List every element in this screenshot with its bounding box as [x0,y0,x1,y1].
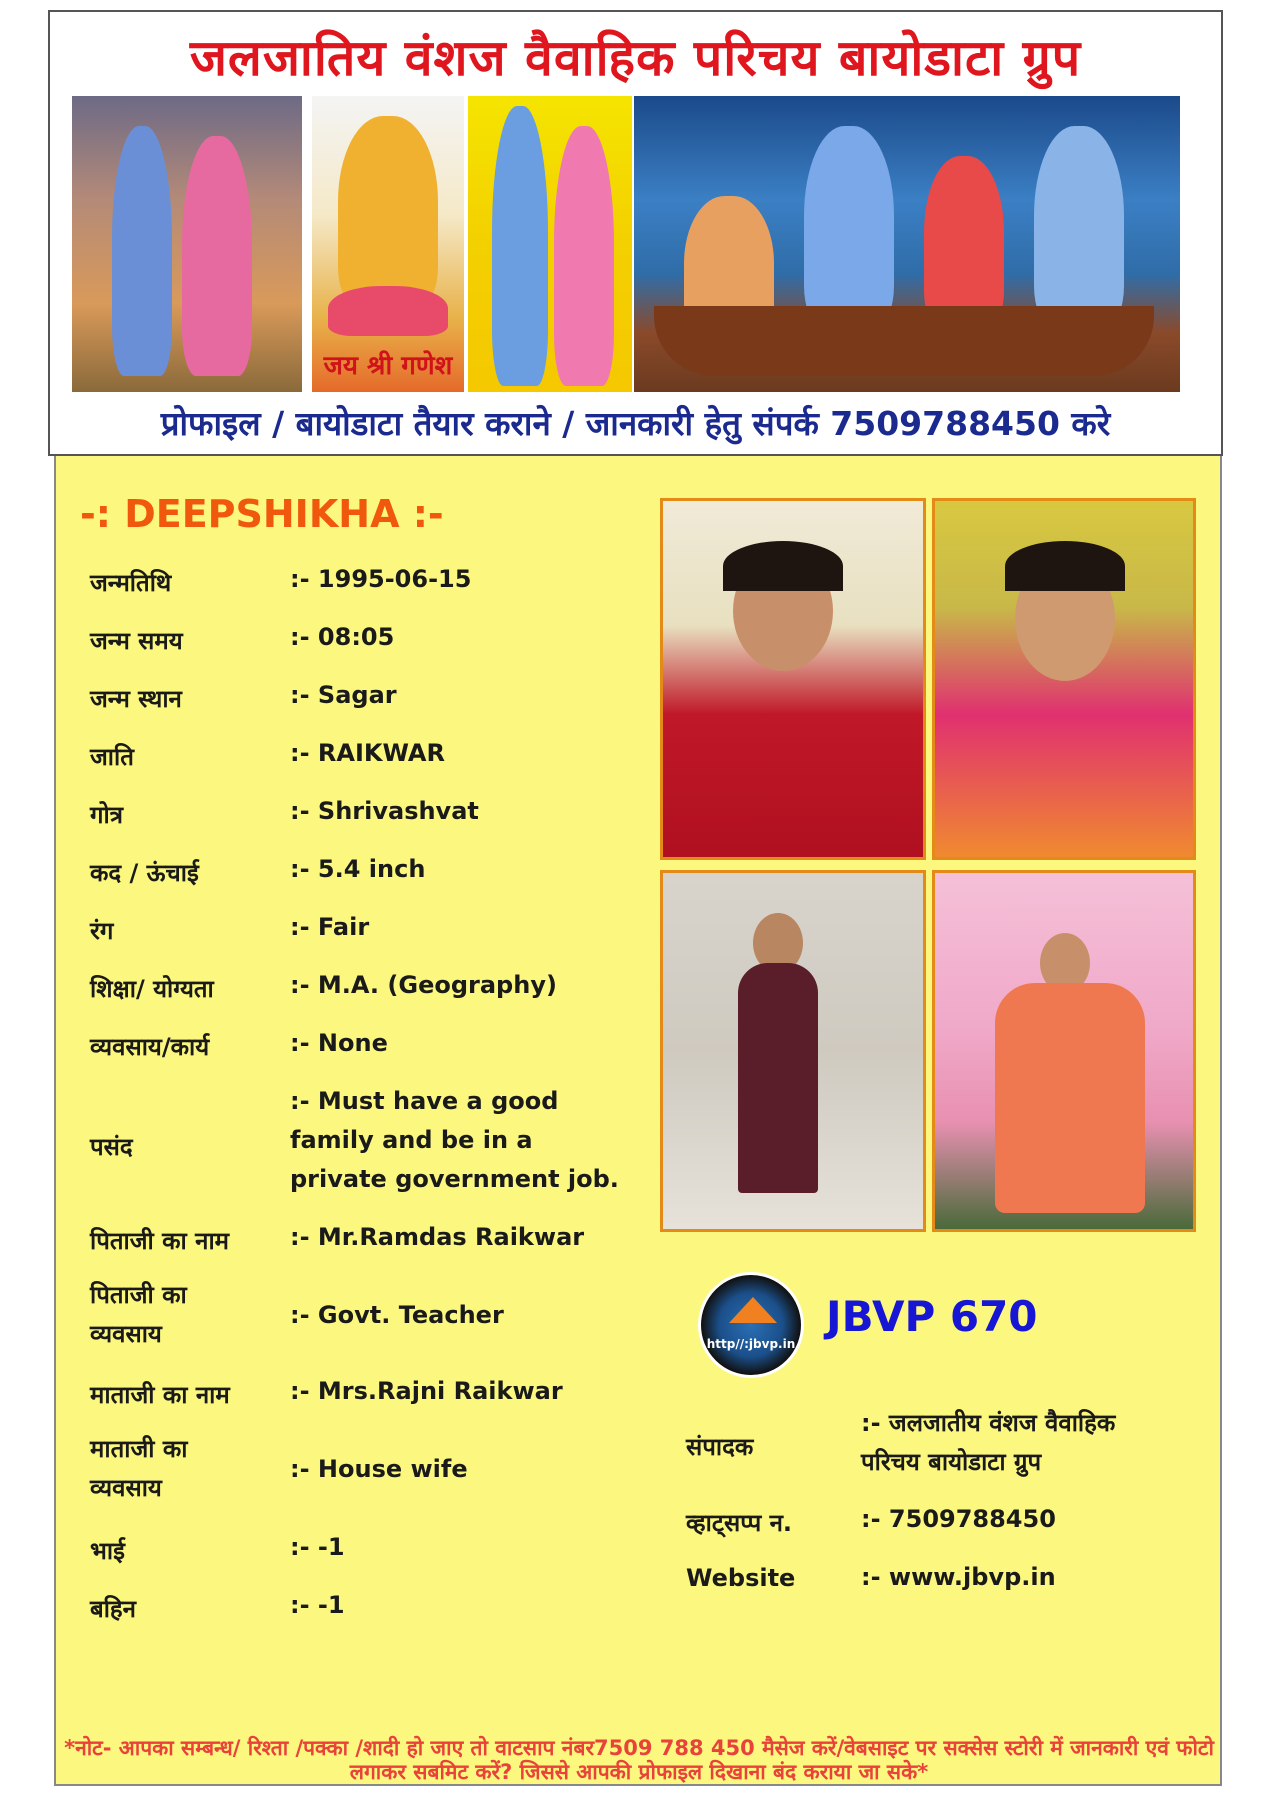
house-roof-icon [729,1297,777,1323]
contact-line: प्रोफाइल / बायोडाटा तैयार कराने / जानकारी हेतु संपर्क 7509788450 करे [160,404,1111,443]
deity-image-ram-sita-2 [468,96,632,392]
profile-photo-4 [932,870,1196,1232]
row-value: :- 5.4 inch [290,855,426,883]
info-value: :- www.jbvp.in [861,1563,1056,1591]
row-value: :- M.A. (Geography) [290,971,557,999]
deity-image-ram-sita [72,96,302,392]
info-value: :- जलजातीय वंशज वैवाहिक परिचय बायोडाटा ग्रुप [861,1409,1116,1476]
row-value: :- House wife [290,1455,468,1483]
info-label: संपादक [686,1433,754,1461]
row-label: जन्म समय [90,627,183,655]
logo-text: http//:jbvp.in [706,1337,796,1351]
row-value: :- -1 [290,1533,345,1561]
row-label: रंग [90,917,114,945]
row-value: :- Mrs.Rajni Raikwar [290,1377,563,1405]
row-label: गोत्र [90,801,123,829]
row-value: :- 1995-06-15 [290,565,472,593]
jbvp-logo [698,1272,804,1378]
profile-code: JBVP 670 [826,1292,1038,1341]
row-value: :- Sagar [290,681,397,709]
ganesh-caption: जय श्री गणेश [323,351,453,381]
row-label: पिताजी का नाम [90,1227,230,1255]
row-value: :- Mr.Ramdas Raikwar [290,1223,585,1251]
group-title: जलजातिय वंशज वैवाहिक परिचय बायोडाटा ग्रुप [189,29,1082,87]
profile-photo-1 [660,498,926,860]
row-label: जाति [90,743,134,771]
header-banner [48,10,1223,456]
row-label: व्यवसाय/कार्य [90,1033,210,1061]
row-value: :- Shrivashvat [290,797,479,825]
footer-note: *नोट- आपका सम्बन्ध/ रिश्ता /पक्का /शादी हो जाए तो वाटसाप नंबर7509 788 450 मैसेज करें/वेबसाइट पर सक्सेस स्टोरी में जानकारी एवं फोटो लगाकर सबमिट करें? जिससे आपकी प्रोफाइल दिखाना बंद कराया जा सके* [64,1736,1214,1784]
info-label: व्हाट्सप्प न. [686,1509,793,1537]
row-label: बहिन [90,1595,136,1623]
row-label: शिक्षा/ योग्यता [90,975,214,1003]
row-label: माताजी का नाम [90,1381,230,1409]
row-value: :- RAIKWAR [290,739,445,767]
profile-name: -: DEEPSHIKHA :- [80,492,444,536]
deity-image-boat-scene [634,96,1180,392]
row-label: जन्म स्थान [90,685,182,713]
profile-photo-3 [660,870,926,1232]
row-value: :- Fair [290,913,370,941]
row-label: जन्मतिथि [90,569,172,597]
profile-photo-2 [932,498,1196,860]
row-value: :- 08:05 [290,623,395,651]
row-label: कद / ऊंचाई [90,859,199,887]
info-label: Website [686,1564,796,1592]
row-label: पसंद [90,1133,133,1161]
row-value: :- Must have a good family and be in a private government job. [290,1087,619,1193]
row-label: माताजी का व्यवसाय [90,1435,188,1502]
row-value: :- None [290,1029,388,1057]
row-value: :- Govt. Teacher [290,1301,504,1329]
row-value: :- -1 [290,1591,345,1619]
row-label: पिताजी का व्यवसाय [90,1281,187,1348]
info-value: :- 7509788450 [861,1505,1056,1533]
row-label: भाई [90,1537,125,1565]
